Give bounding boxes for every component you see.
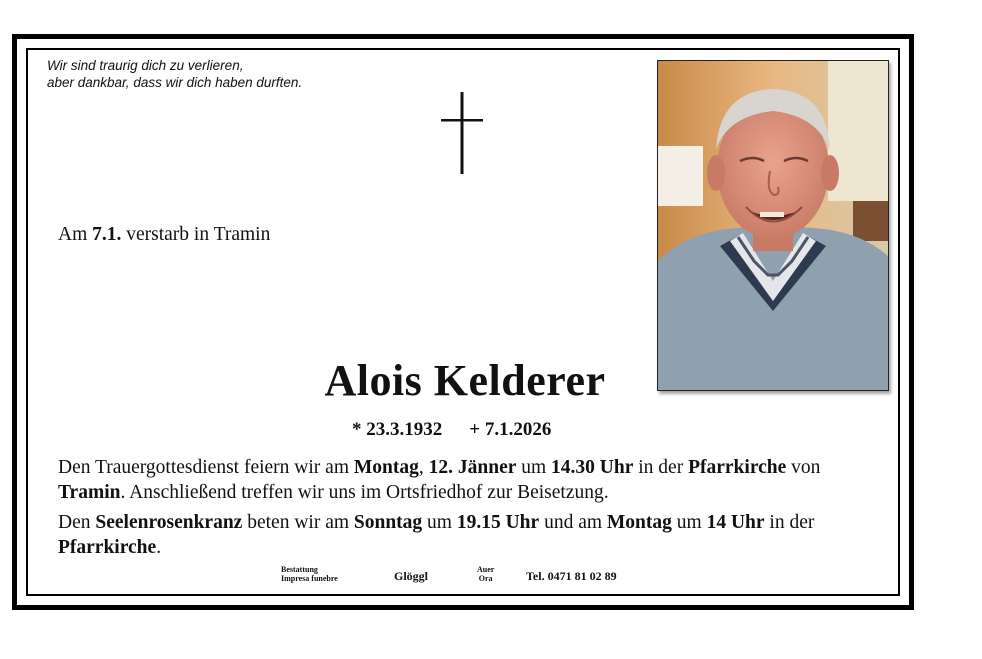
motto	[47, 57, 302, 91]
portrait-illustration	[658, 61, 888, 390]
footer-location: Auer Ora	[477, 565, 495, 583]
death-announcement: Am 7.1. verstarb in Tramin	[58, 224, 271, 245]
motto-line-2: aber dankbar, dass wir dich haben durften.	[47, 75, 303, 90]
motto-line-1: Wir sind traurig dich zu verlieren,	[47, 58, 244, 73]
rosary-text: Den Seelenrosenkranz beten wir am Sonntag um 19.15 Uhr und am Montag um 14 Uhr in der Pfarrkirche.	[58, 512, 815, 558]
life-dates	[352, 419, 551, 441]
death-date: 7.1.	[92, 224, 122, 245]
funeral-service-text: Den Trauergottesdienst feiern wir am Montag, 12. Jänner um 14.30 Uhr in der Pfarrkirche von Tramin. Anschließend treffen wir uns im Ortsfriedhof zur Beisetzung.	[58, 457, 821, 503]
footer-phone: Tel. 0471 81 02 89	[526, 569, 617, 583]
latin-cross-icon	[441, 92, 483, 174]
footer-company: Glöggl	[394, 569, 429, 583]
deceased-name: Alois Kelderer	[324, 356, 606, 405]
death-date-line: + 7.1.2026	[469, 419, 552, 440]
footer-funeral-label: Bestattung Impresa funebre	[281, 565, 338, 583]
birth-date: * 23.3.1932	[352, 419, 443, 440]
portrait-photo	[657, 60, 889, 391]
